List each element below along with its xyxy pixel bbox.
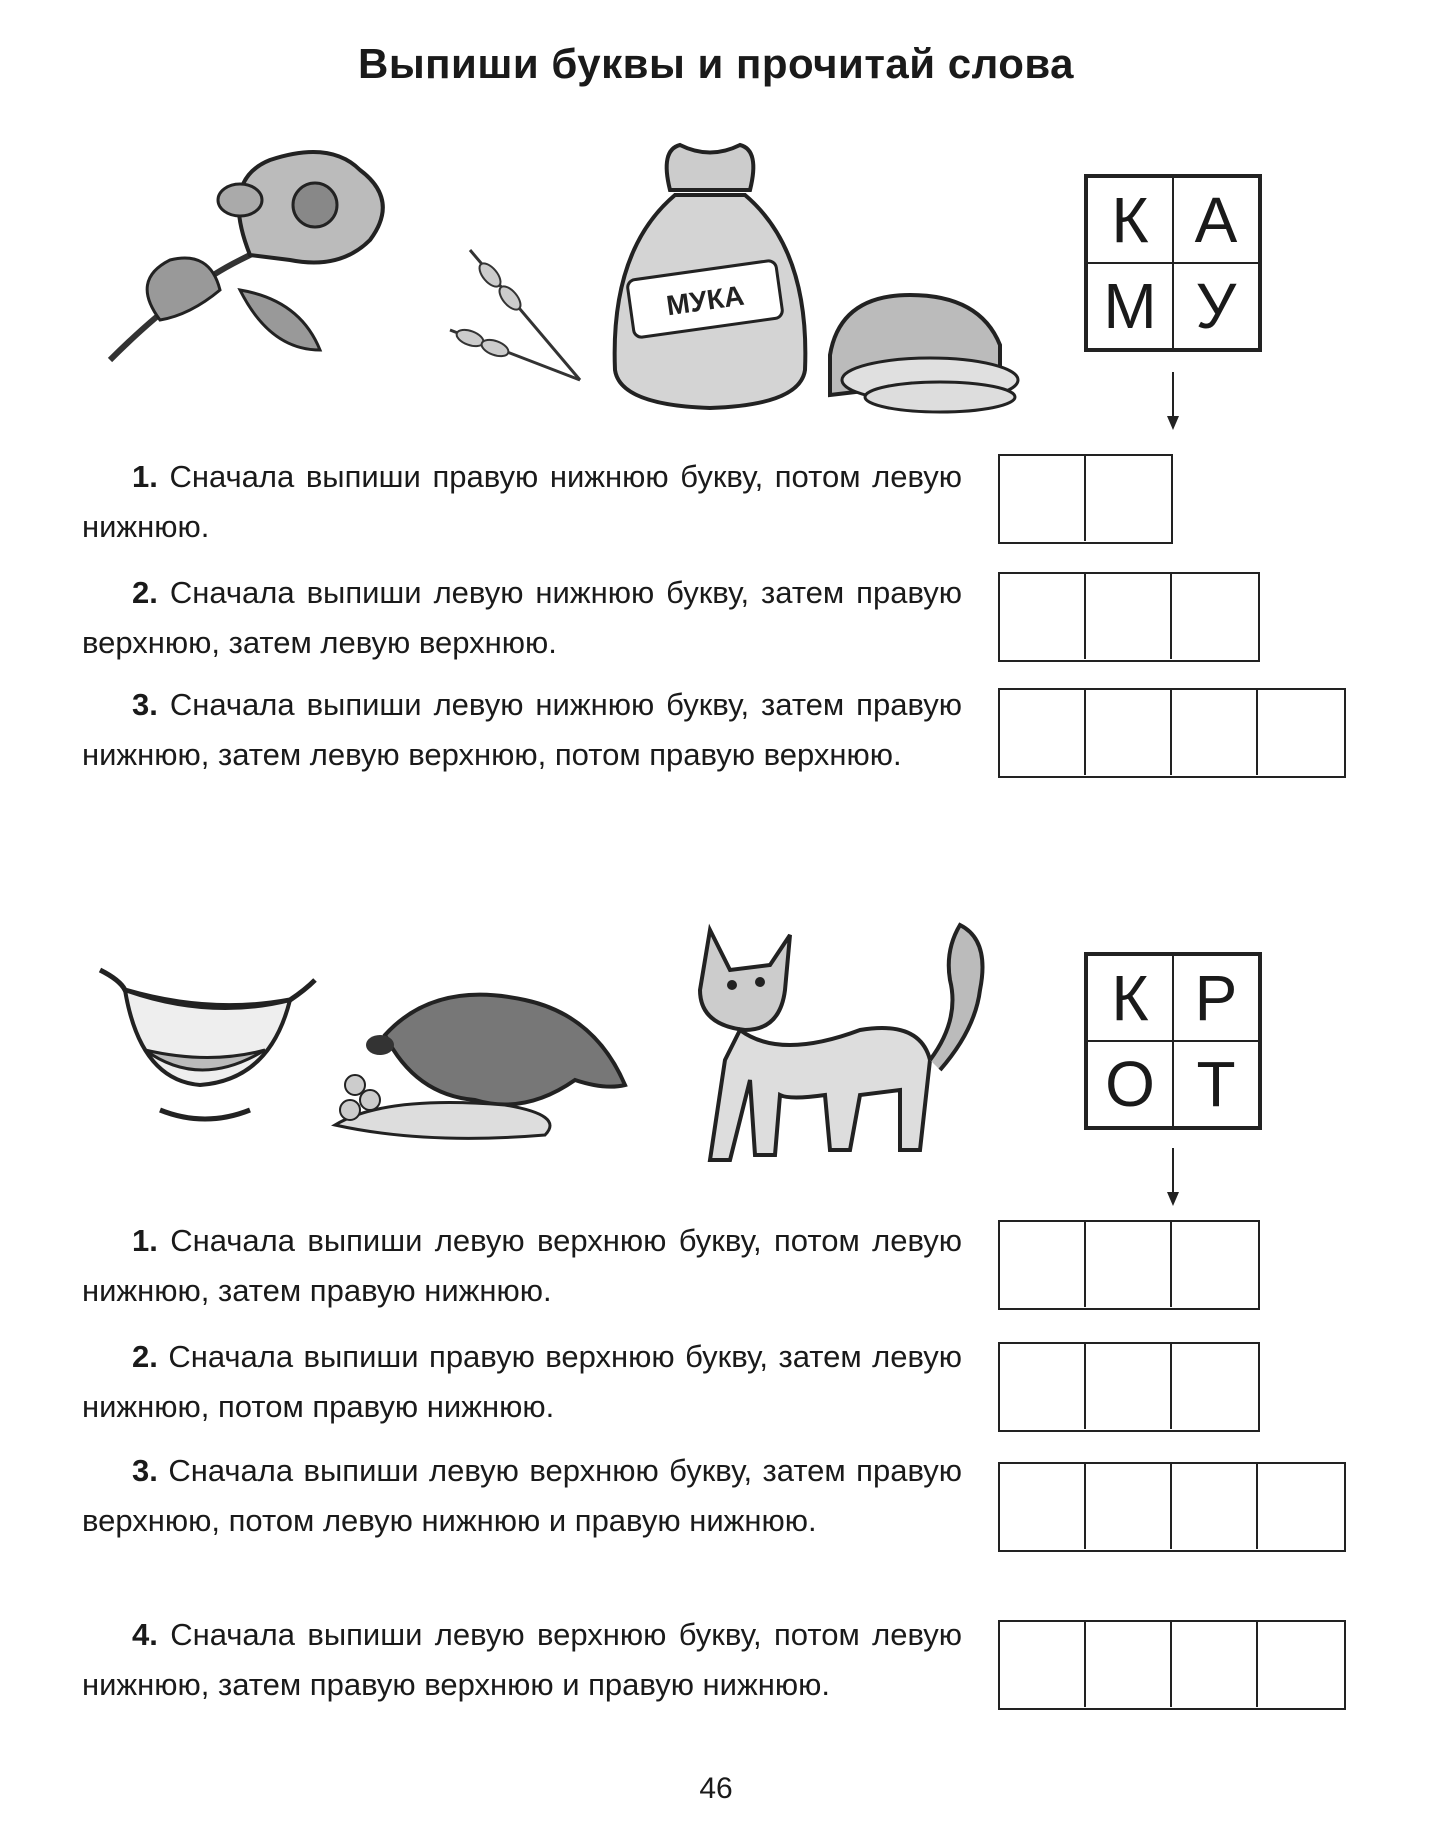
answer-box[interactable] bbox=[1000, 1464, 1086, 1549]
task-number: 3. bbox=[132, 1453, 158, 1488]
answer-boxes-1-3[interactable] bbox=[998, 688, 1346, 778]
flour-sack-label: МУКА bbox=[664, 279, 747, 322]
answer-box[interactable] bbox=[1086, 1622, 1172, 1707]
letter-grid-2 bbox=[1084, 952, 1262, 1130]
answer-boxes-2-4[interactable] bbox=[998, 1620, 1346, 1710]
grid-cell-bottom-left: О bbox=[1087, 1041, 1173, 1127]
grid-cell-bottom-right: У bbox=[1173, 263, 1259, 349]
answer-box[interactable] bbox=[1000, 456, 1086, 541]
task-text: Сначала выпиши правую нижнюю букву, потом левую нижнюю. bbox=[82, 459, 962, 544]
answer-boxes-1-2[interactable] bbox=[998, 572, 1260, 662]
page-title: Выпиши буквы и прочитай слова bbox=[357, 40, 1074, 87]
grid-cell-top-right: Р bbox=[1173, 955, 1259, 1041]
answer-box[interactable] bbox=[1172, 1344, 1258, 1429]
task-text: Сначала выпиши левую нижнюю букву, затем правую верхнюю, затем левую верхнюю. bbox=[82, 575, 962, 660]
answer-box[interactable] bbox=[1172, 690, 1258, 775]
answer-box[interactable] bbox=[1172, 1622, 1258, 1707]
task-text: Сначала выпиши левую нижнюю букву, затем правую нижнюю, затем левую верхнюю, потом правую верхнюю. bbox=[82, 687, 962, 772]
task-2-2 bbox=[82, 1332, 962, 1432]
answer-box[interactable] bbox=[1000, 1344, 1086, 1429]
letter-grid-1 bbox=[1084, 174, 1262, 352]
task-text: Сначала выпиши левую верхнюю букву, потом левую нижнюю, затем правую нижнюю. bbox=[82, 1223, 962, 1308]
task-text: Сначала выпиши левую верхнюю букву, затем правую верхнюю, потом левую нижнюю и правую нижнюю. bbox=[82, 1453, 962, 1538]
cat-icon bbox=[660, 920, 1020, 1180]
answer-box[interactable] bbox=[1172, 1222, 1258, 1307]
task-number: 1. bbox=[132, 459, 158, 494]
grid-cell-bottom-right: Т bbox=[1173, 1041, 1259, 1127]
answer-boxes-2-1[interactable] bbox=[998, 1220, 1260, 1310]
task-number: 1. bbox=[132, 1223, 158, 1258]
task-1-3 bbox=[82, 680, 962, 780]
task-text: Сначала выпиши левую верхнюю букву, потом левую нижнюю, затем правую верхнюю и правую нижнюю. bbox=[82, 1617, 962, 1702]
grid-cell-top-left: К bbox=[1087, 955, 1173, 1041]
answer-boxes-2-2[interactable] bbox=[998, 1342, 1260, 1432]
task-1-1 bbox=[82, 452, 962, 552]
answer-box[interactable] bbox=[1000, 574, 1086, 659]
task-number: 2. bbox=[132, 1339, 158, 1374]
task-1-2 bbox=[82, 568, 962, 668]
wheat-ears-icon bbox=[430, 230, 590, 390]
answer-box[interactable] bbox=[1172, 1464, 1258, 1549]
task-2-1 bbox=[82, 1216, 962, 1316]
answer-box[interactable] bbox=[1172, 574, 1258, 659]
task-2-4 bbox=[82, 1610, 962, 1710]
task-number: 3. bbox=[132, 687, 158, 722]
answer-box[interactable] bbox=[1086, 456, 1172, 541]
answer-box[interactable] bbox=[1258, 690, 1344, 775]
task-number: 4. bbox=[132, 1617, 158, 1652]
grid-cell-bottom-left: М bbox=[1087, 263, 1173, 349]
poppy-flower-icon bbox=[100, 140, 430, 370]
answer-box[interactable] bbox=[1086, 1222, 1172, 1307]
grid-cell-top-right: А bbox=[1173, 177, 1259, 263]
arrow-down-icon bbox=[1163, 1148, 1183, 1208]
task-2-3 bbox=[82, 1446, 962, 1546]
answer-box[interactable] bbox=[1000, 1222, 1086, 1307]
answer-boxes-1-1[interactable] bbox=[998, 454, 1173, 544]
arrow-down-icon bbox=[1163, 372, 1183, 432]
smiling-mouth-icon bbox=[90, 960, 320, 1130]
task-text: Сначала выпиши правую верхнюю букву, затем левую нижнюю, потом правую нижнюю. bbox=[82, 1339, 962, 1424]
answer-box[interactable] bbox=[1086, 574, 1172, 659]
answer-box[interactable] bbox=[1086, 690, 1172, 775]
answer-boxes-2-3[interactable] bbox=[998, 1462, 1346, 1552]
answer-box[interactable] bbox=[1258, 1622, 1344, 1707]
bread-slices-icon bbox=[820, 285, 1020, 415]
page-number: 46 bbox=[699, 1772, 733, 1805]
answer-box[interactable] bbox=[1258, 1464, 1344, 1549]
answer-box[interactable] bbox=[1086, 1344, 1172, 1429]
flour-sack-icon bbox=[600, 140, 820, 415]
mole-icon bbox=[325, 975, 645, 1145]
answer-box[interactable] bbox=[1086, 1464, 1172, 1549]
answer-box[interactable] bbox=[1000, 690, 1086, 775]
answer-box[interactable] bbox=[1000, 1622, 1086, 1707]
grid-cell-top-left: К bbox=[1087, 177, 1173, 263]
task-number: 2. bbox=[132, 575, 158, 610]
